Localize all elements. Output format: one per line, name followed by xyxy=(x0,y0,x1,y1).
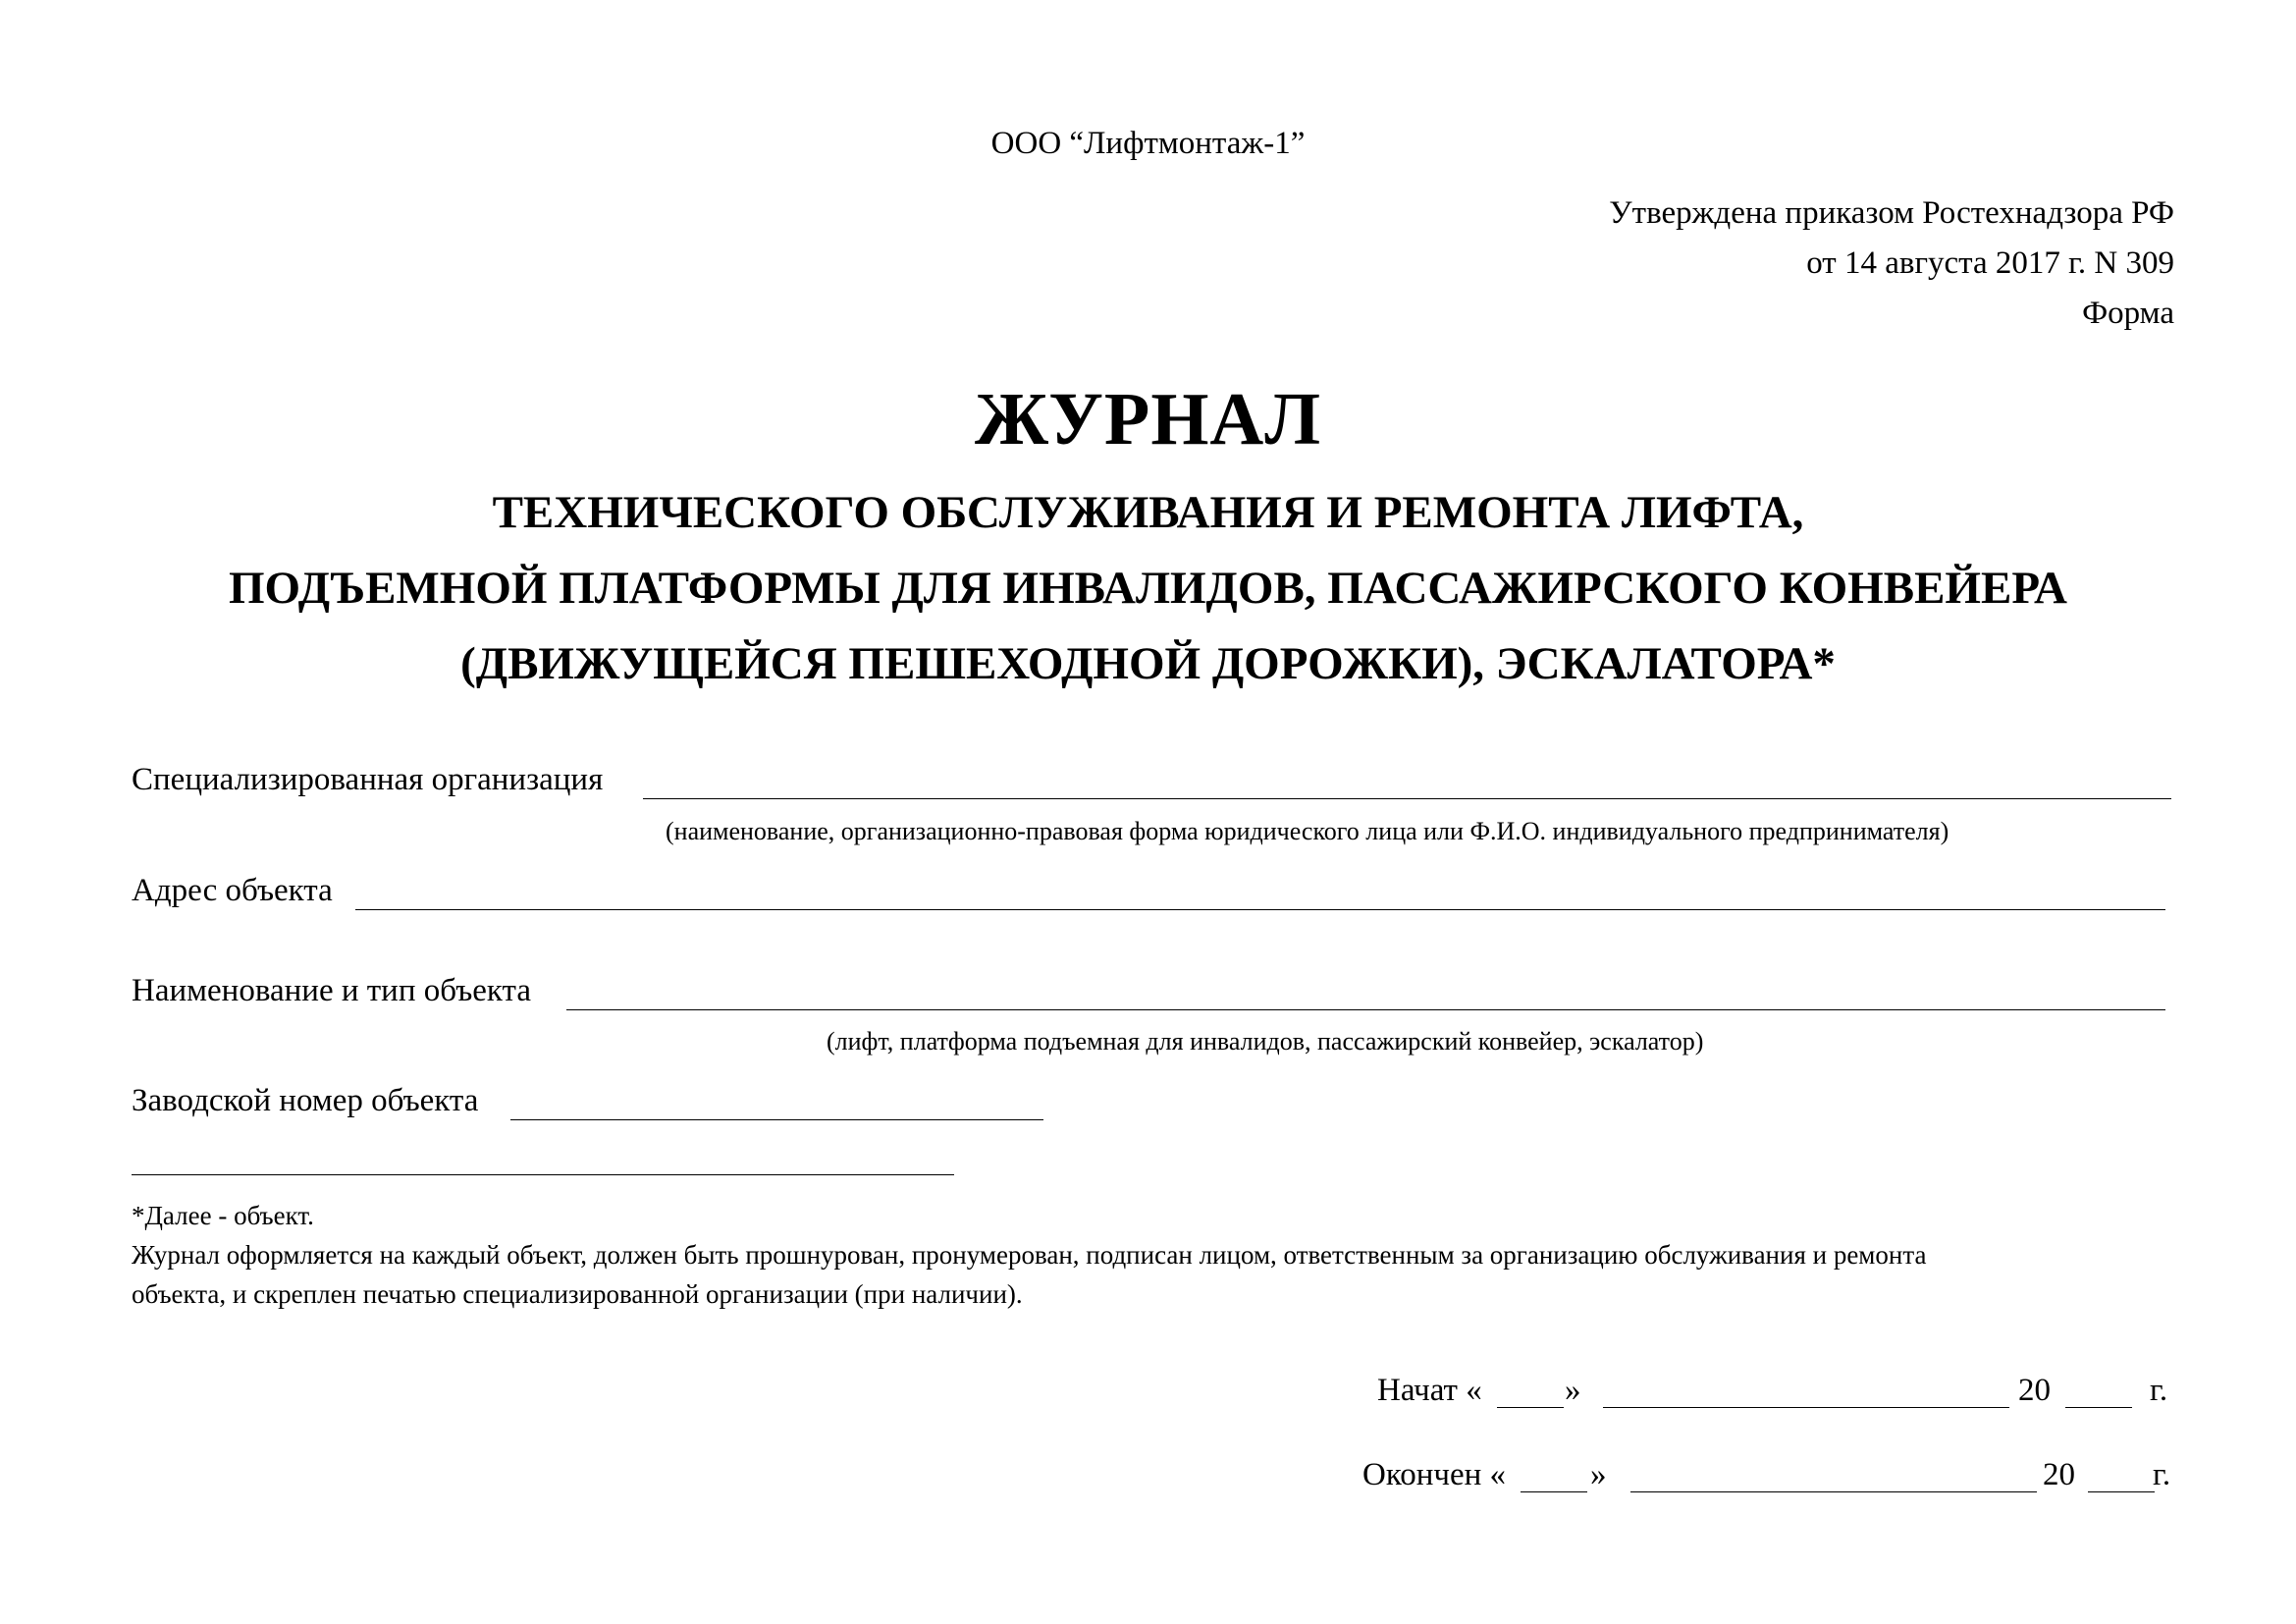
finished-label: Окончен « xyxy=(1362,1457,1507,1492)
subtitle-line-2: ПОДЪЕМНОЙ ПЛАТФОРМЫ ДЛЯ ИНВАЛИДОВ, ПАССАЖИРСКОГО КОНВЕЙЕРА xyxy=(229,563,2067,614)
organization-name: ООО “Лифтмонтаж-1” xyxy=(990,126,1306,161)
footnote xyxy=(132,1196,1926,1314)
subtitle-line-1: ТЕХНИЧЕСКОГО ОБСЛУЖИВАНИЯ И РЕМОНТА ЛИФТА, xyxy=(492,487,1804,538)
finished-quote-close: » xyxy=(1590,1457,1607,1492)
started-day-line[interactable] xyxy=(1497,1407,1564,1408)
document-title: ЖУРНАЛ xyxy=(975,378,1321,460)
approval-line-1: Утверждена приказом Ростехнадзора РФ xyxy=(1609,195,2174,231)
finished-month-line[interactable] xyxy=(1630,1491,2037,1492)
address-field-label: Адрес объекта xyxy=(132,873,333,908)
footnote-line-3: объекта, и скреплен печатью специализированной организации (при наличии). xyxy=(132,1279,1023,1309)
finished-year-line[interactable] xyxy=(2088,1491,2155,1492)
footnote-line-2: Журнал оформляется на каждый объект, должен быть прошнурован, пронумерован, подписан лицом, ответственным за организацию обслуживания и ремонта xyxy=(132,1240,1927,1270)
serial-field-label: Заводской номер объекта xyxy=(132,1083,479,1118)
started-year-suffix: г. xyxy=(2150,1373,2168,1408)
started-label: Начат « xyxy=(1377,1373,1482,1408)
object-field-hint: (лифт, платформа подъемная для инвалидов, пассажирский конвейер, эскалатор) xyxy=(827,1027,1704,1056)
footnote-line-1: *Далее - объект. xyxy=(132,1201,314,1230)
subtitle-line-3: (ДВИЖУЩЕЙСЯ ПЕШЕХОДНОЙ ДОРОЖКИ), ЭСКАЛАТОРА* xyxy=(460,638,1836,689)
object-field-label: Наименование и тип объекта xyxy=(132,973,531,1008)
started-month-line[interactable] xyxy=(1603,1407,2009,1408)
started-year-line[interactable] xyxy=(2065,1407,2132,1408)
address-field-line[interactable] xyxy=(355,909,2165,910)
finished-year-suffix: г. xyxy=(2153,1457,2171,1492)
footnote-separator xyxy=(132,1174,954,1175)
approval-note xyxy=(1609,189,2174,289)
finished-day-line[interactable] xyxy=(1521,1491,1587,1492)
serial-field-line[interactable] xyxy=(510,1119,1043,1120)
organization-field-hint: (наименование, организационно-правовая форма юридического лица или Ф.И.О. индивидуального предпринимателя) xyxy=(666,817,1949,845)
started-quote-close: » xyxy=(1565,1373,1581,1408)
object-field-line[interactable] xyxy=(566,1009,2165,1010)
document-subtitle xyxy=(0,475,2296,702)
finished-year-prefix: 20 xyxy=(2043,1457,2075,1492)
started-year-prefix: 20 xyxy=(2018,1373,2051,1408)
form-label: Форма xyxy=(2082,296,2174,331)
approval-line-2: от 14 августа 2017 г. N 309 xyxy=(1806,245,2174,281)
organization-field-line[interactable] xyxy=(643,798,2171,799)
organization-field-label: Специализированная организация xyxy=(132,762,604,797)
